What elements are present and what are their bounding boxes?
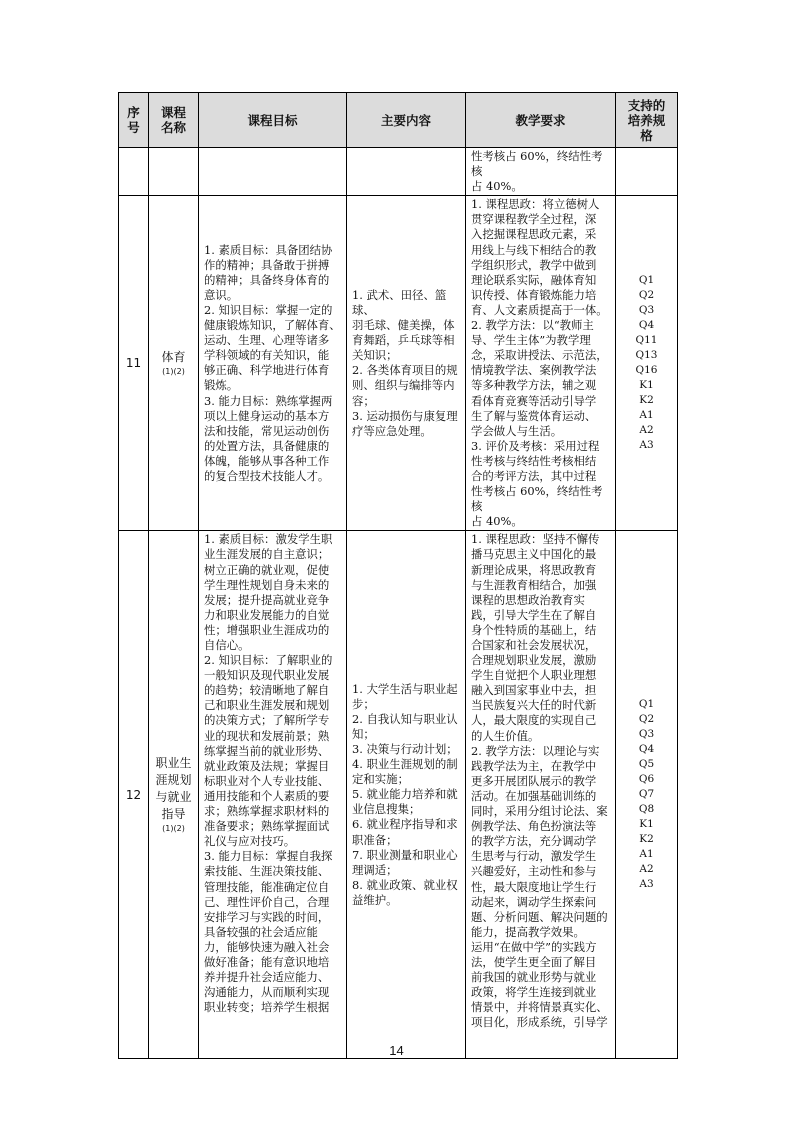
header-course-goals: 课程目标 — [199, 93, 347, 148]
cell-index: 11 — [119, 196, 149, 531]
cell-support: Q1 Q2 Q3 Q4 Q5 Q6 Q7 Q8 K1 K2 A1 A2 A3 — [616, 531, 678, 1059]
cell-requirements: 性考核占 60%，终结性考核 占 40%。 — [466, 148, 616, 196]
cell-content: 1. 武术、田径、篮球、 羽毛球、健美操，体 育舞蹈，乒乓球等相 关知识； 2. 各类体育项目的规 则、组织与编排等内 容； 3. 运动损伤与康复理 疗等应急处理。 — [347, 196, 466, 531]
cell-index — [119, 148, 149, 196]
course-name-note: (1)(2) — [162, 823, 185, 833]
cell-content — [347, 148, 466, 196]
cell-course-name: 体育 (1)(2) — [149, 196, 199, 531]
header-supported-specs: 支持的 培养规 格 — [616, 93, 678, 148]
cell-goals — [199, 148, 347, 196]
header-course-name: 课程 名称 — [149, 93, 199, 148]
table-header-row — [119, 93, 678, 148]
cell-support: Q1 Q2 Q3 Q4 Q11 Q13 Q16 K1 K2 A1 A2 A3 — [616, 196, 678, 531]
cell-requirements: 1. 课程思政：坚持不懈传 播马克思主义中国化的最 新理论成果，将思政教育 与生涯教育相结合，加强 课程的思想政治教育实 践，引导大学生在了解自 身个性特质的基础上，结 合国家和社会发展状况， 合理规划职业发展，激励 学生自觉把个人职业理想 融入到国家事业中去，担 当民族复兴大任的时代新 人，最大限度的实现自己 的人生价值。 2. 教学方法：以理论与实 践教学法为主，在教学中 更多开展团队展示的教学 活动。在加强基础训练的 同时，采用分组讨论法、案 例教学法、角色扮演法等 的教学方法，充分调动学 生思考与行动，激发学生 兴趣爱好，主动性和参与 性，最大限度地让学生行 动起来，调动学生探索问 题、分析问题、解决问题的 能力，提高教学效果。 运用“在做中学”的实践方 法，使学生更全面了解目 前我国的就业形势与就业 政策，将学生连接到就业 情景中，并将情景真实化、 项目化，形成系统，引导学 — [466, 531, 616, 1059]
cell-support — [616, 148, 678, 196]
table-row-continuation — [119, 148, 678, 196]
cell-goals: 1. 素质目标：激发学生职 业生涯发展的自主意识； 树立正确的就业观，促使 学生理性规划自身未来的 发展；提升提高就业竞争 力和职业发展能力的自觉 性；增强职业生涯成功的 自信心。 2. 知识目标：了解职业的 一般知识及现代职业发展 的趋势；较清晰地了解自 己和职业生涯发展和规划 的决策方式；了解所学专 业的现状和发展前景；熟 练掌握当前的就业形势、 就业政策及法规；掌握目 标职业对个人专业技能、 通用技能和个人素质的要 求；熟练掌握求职材料的 准备要求；熟练掌握面试 礼仪与应对技巧。 3. 能力目标：掌握自我探 索技能、生涯决策技能、 管理技能，能准确定位自 己、理性评价自己，合理 安排学习与实践的时间， 具备较强的社会适应能 力，能够快速为融入社会 做好准备；能有意识地培 养并提升社会适应能力、 沟通能力，从而顺利实现 职业转变；培养学生根据 — [199, 531, 347, 1059]
cell-content: 1. 大学生活与职业起 步； 2. 自我认知与职业认 知； 3. 决策与行动计划； 4. 职业生涯规划的制 定和实施； 5. 就业能力培养和就 业信息搜集； 6. 就业程序指导和求 职准备； 7. 职业测量和职业心 理调适； 8. 就业政策、就业权 益维护。 — [347, 531, 466, 1059]
header-teaching-requirements: 教学要求 — [466, 93, 616, 148]
cell-goals: 1. 素质目标：具备团结协 作的精神；具备敢于拼搏 的精神；具备终身体育的 意识。 2. 知识目标：掌握一定的 健康锻炼知识，了解体育、 运动、生理、心理等诸多 学科领域的有关知识，能 够正确、科学地进行体育 锻炼。 3. 能力目标：熟练掌握两 项以上健身运动的基本方 法和技能，常见运动创伤 的处置方法，具备健康的 体魄，能够从事各种工作 的复合型技术技能人才。 — [199, 196, 347, 531]
cell-index: 12 — [119, 531, 149, 1059]
header-index: 序 号 — [119, 93, 149, 148]
page-number: 14 — [389, 1043, 404, 1058]
header-main-content: 主要内容 — [347, 93, 466, 148]
table-row — [119, 196, 678, 531]
course-name-note: (1)(2) — [162, 366, 185, 376]
cell-course-name: 职业生 涯规划 与就业 指导 (1)(2) — [149, 531, 199, 1059]
curriculum-table — [118, 92, 678, 1059]
cell-name — [149, 148, 199, 196]
cell-requirements: 1. 课程思政：将立德树人 贯穿课程教学全过程，深 入挖掘课程思政元素，采 用线上与线下相结合的教 学组织形式，教学中做到 理论联系实际，融体育知 识传授、体育锻炼能力培 育、人文素质提高于一体。 2. 教学方法：以“教师主 导、学生主体”为教学理 念，采取讲授法、示范法， 情境教学法、案例教学法 等多种教学方法，辅之观 看体育竞赛等活动引导学 生了解与鉴赏体育运动、 学会做人与生活。 3. 评价及考核：采用过程 性考核与终结性考核相结 合的考评方法，其中过程 性考核占 60%，终结性考核 占 40%。 — [466, 196, 616, 531]
table-row — [119, 531, 678, 1059]
